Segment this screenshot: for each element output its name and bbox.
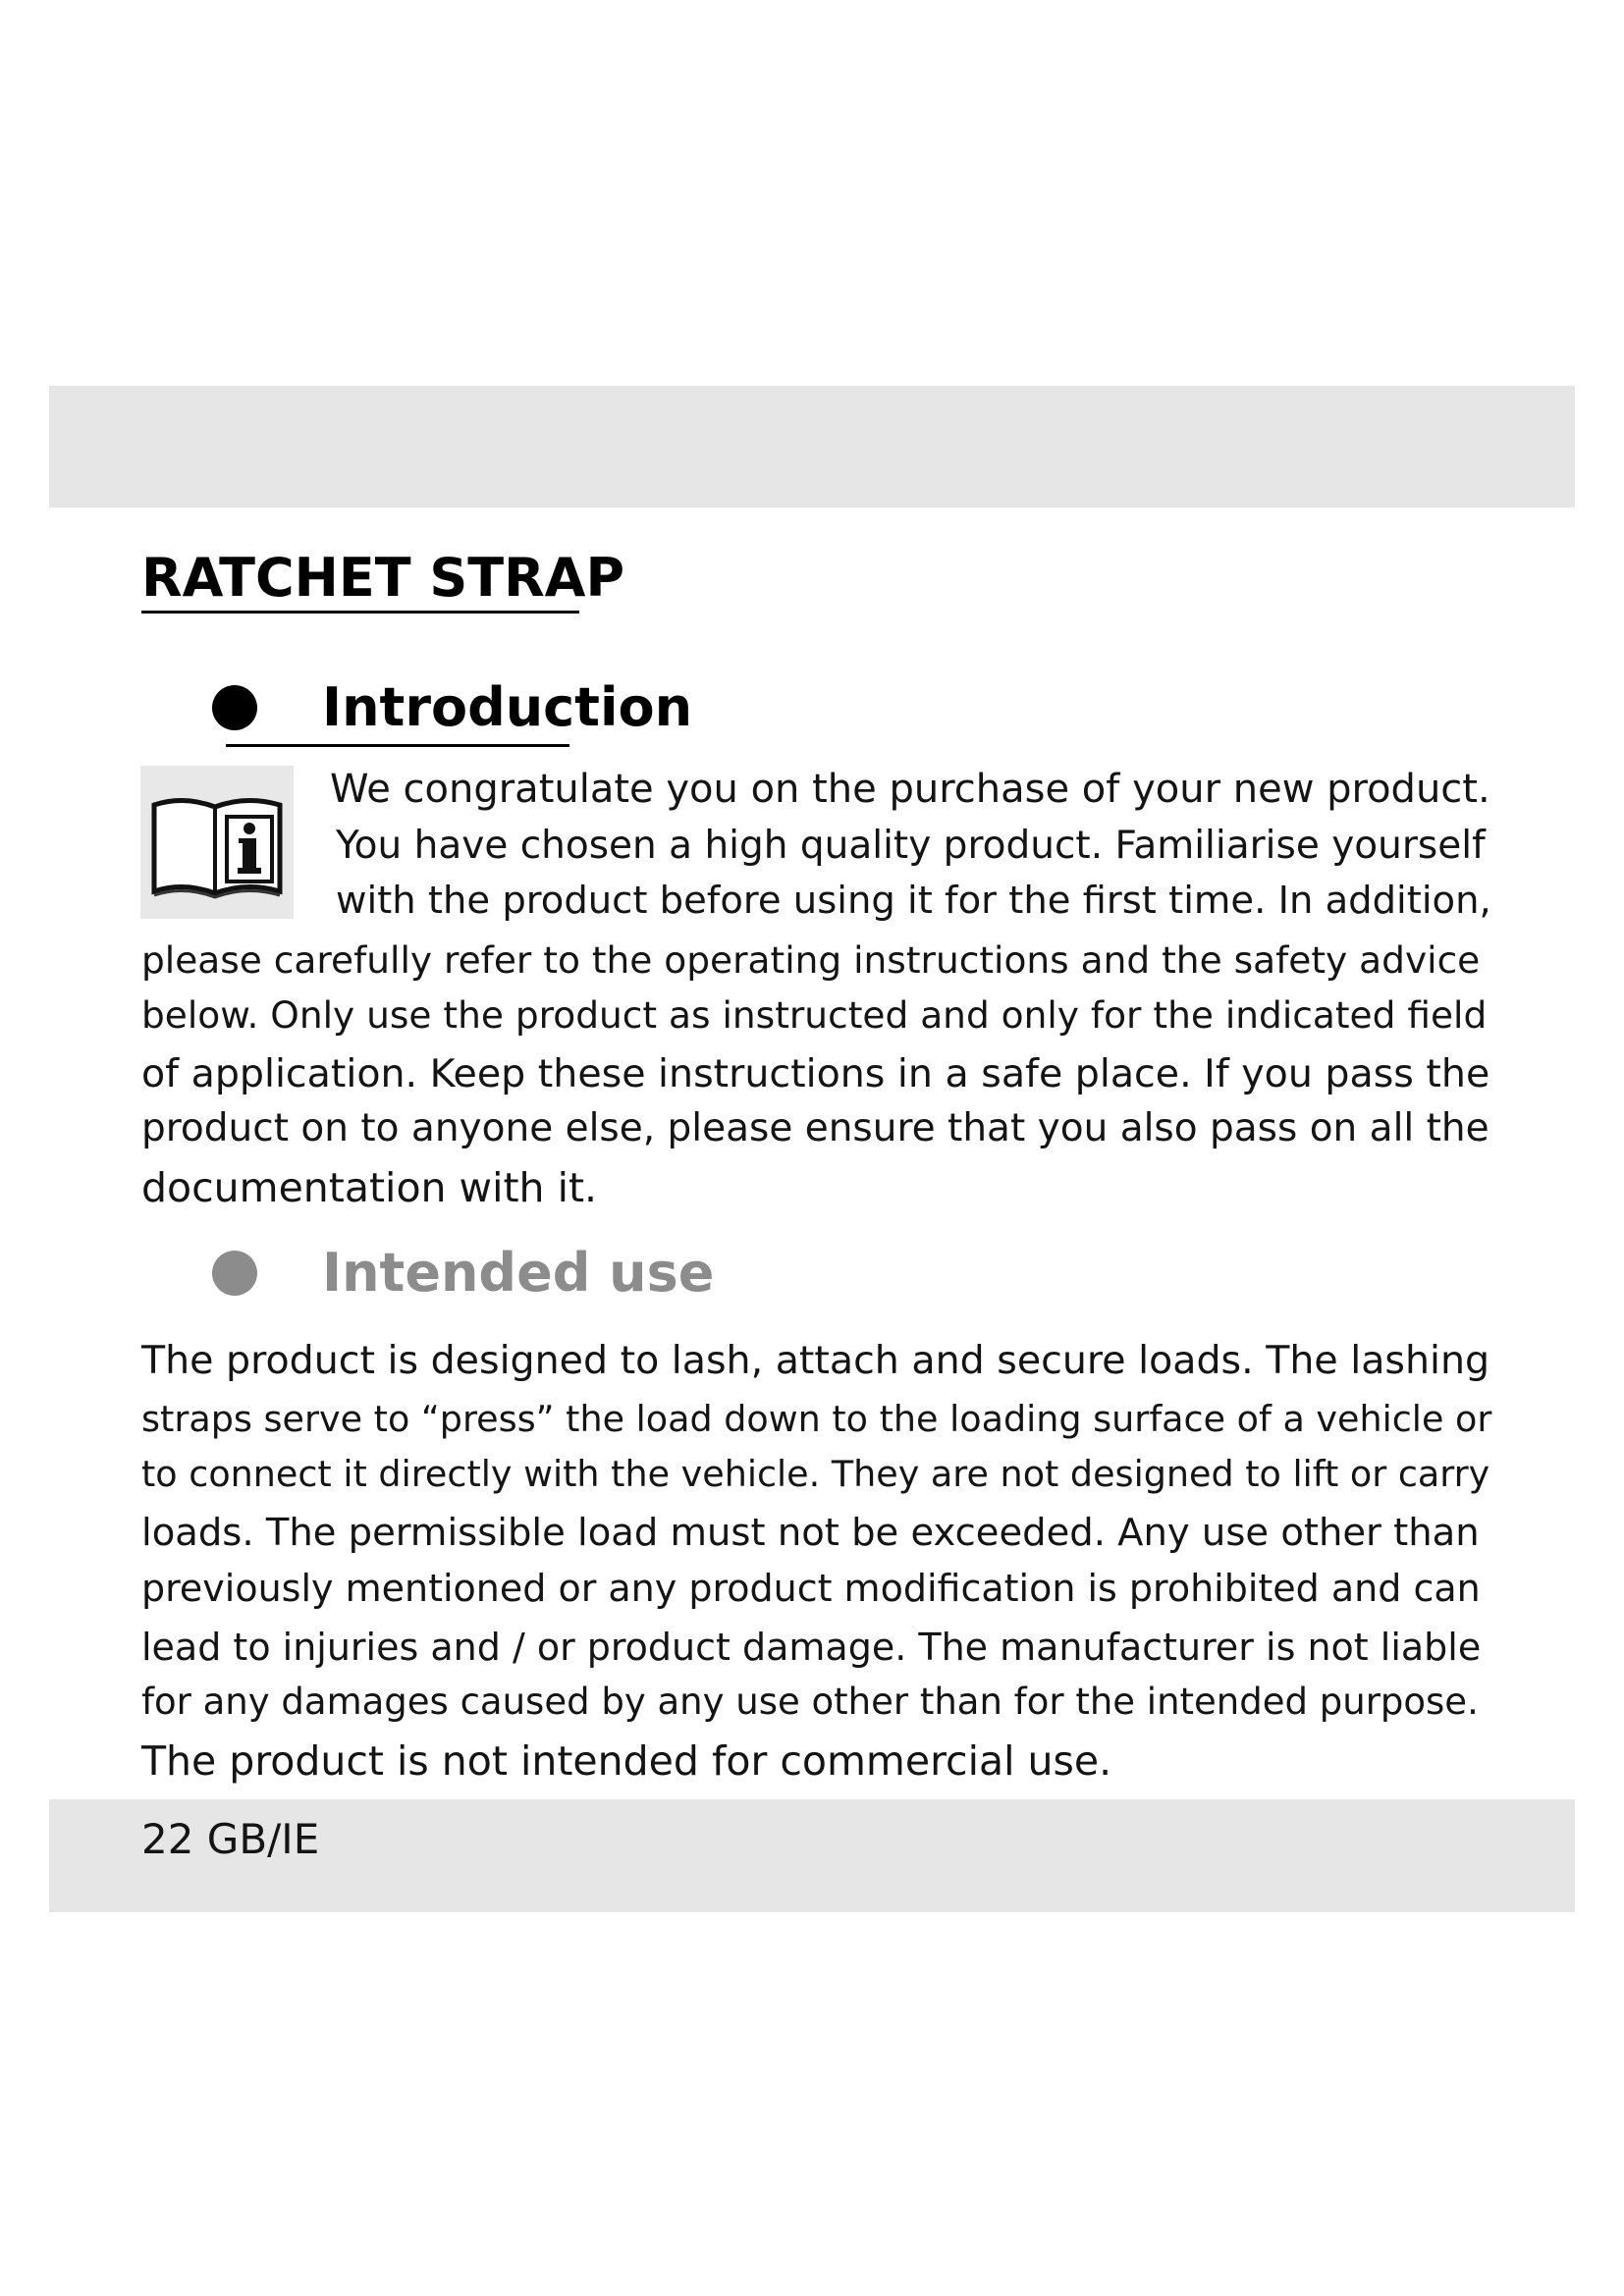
introduction-underline <box>226 744 569 747</box>
intro-line-3: with the product before using it for the first time. In addition, <box>336 879 1491 923</box>
intro-line-6: of application. Keep these instructions in a safe place. If you pass the <box>141 1051 1490 1096</box>
use-line-8: The product is not intended for commercial use. <box>141 1737 1112 1785</box>
page-number: 22 GB/IE <box>141 1815 320 1863</box>
use-line-1: The product is designed to lash, attach and secure loads. The lashing <box>141 1338 1490 1383</box>
page-title: RATCHET STRAP <box>141 547 625 609</box>
intro-line-5: below. Only use the product as instructed and only for the indicated field <box>141 993 1488 1037</box>
header-band <box>49 386 1575 507</box>
use-line-6: lead to injuries and / or product damage. The manufacturer is not liable <box>141 1626 1482 1669</box>
use-line-3: to connect it directly with the vehicle. They are not designed to lift or carry <box>141 1453 1490 1495</box>
use-line-2: straps serve to “press” the load down to the loading surface of a vehicle or <box>141 1398 1492 1440</box>
title-underline <box>141 611 579 614</box>
intro-line-7: product on to anyone else, please ensure that you also pass on all the <box>141 1106 1489 1150</box>
use-line-5: previously mentioned or any product modification is prohibited and can <box>141 1567 1481 1610</box>
use-line-7: for any damages caused by any use other than for the intended purpose. <box>141 1681 1479 1723</box>
intended-use-heading: Intended use <box>322 1242 715 1304</box>
intro-line-2: You have chosen a high quality product. Familiarise yourself <box>336 824 1486 868</box>
intro-line-1: We congratulate you on the purchase of your new product. <box>330 767 1490 812</box>
intro-line-8: documentation with it. <box>141 1164 598 1211</box>
intended-use-bullet-icon <box>212 1251 257 1296</box>
introduction-bullet-icon <box>212 685 257 730</box>
intro-line-4: please carefully refer to the operating instructions and the safety advice <box>141 938 1481 982</box>
info-book-icon <box>140 766 294 919</box>
introduction-heading: Introduction <box>322 676 693 738</box>
use-line-4: loads. The permissible load must not be exceeded. Any use other than <box>141 1511 1480 1555</box>
